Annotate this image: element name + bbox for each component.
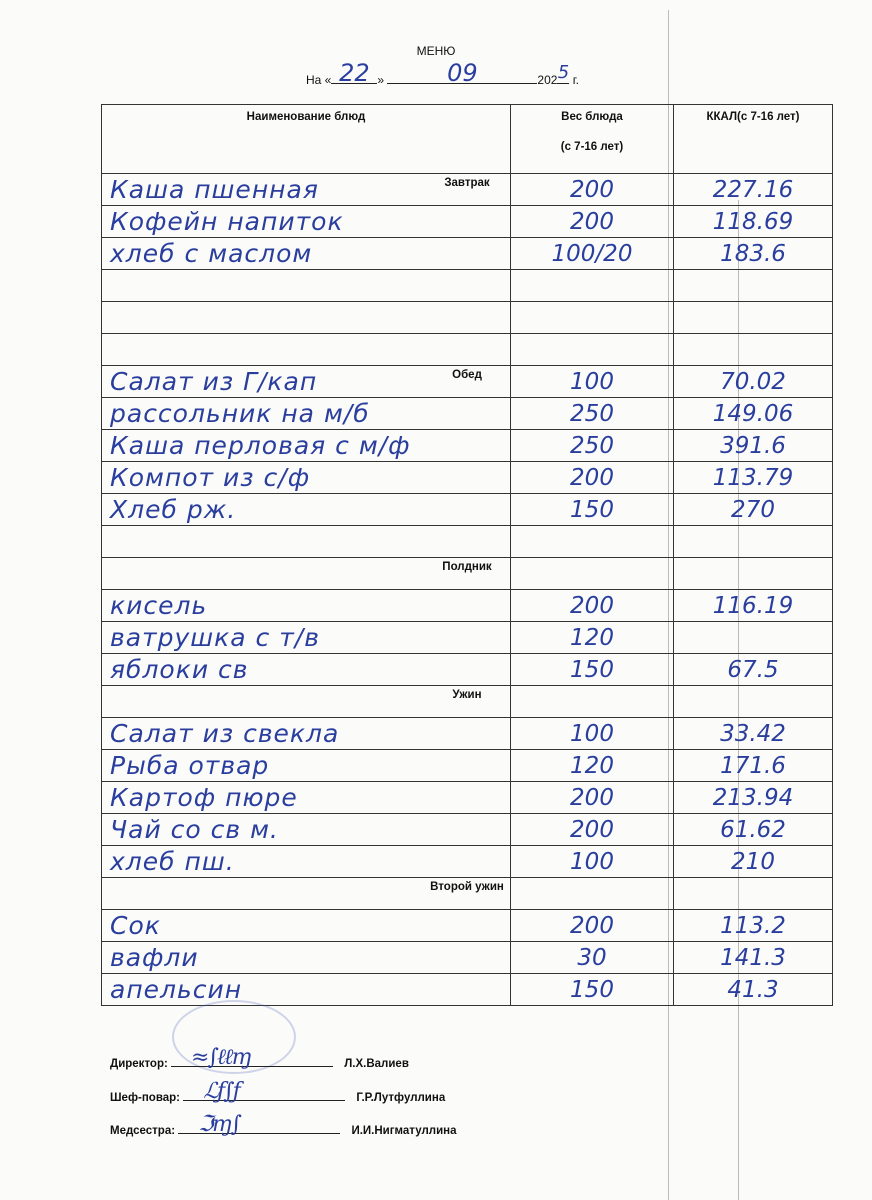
date-prefix: На «: [306, 73, 332, 87]
dish-kcal-cell: [674, 942, 833, 974]
dish-weight-cell: [452, 366, 674, 398]
dish-weight-cell: [511, 590, 674, 622]
table-row: [102, 206, 833, 238]
dish-name-cell: [102, 718, 511, 750]
dish-kcal-cell: [674, 302, 833, 334]
dish-weight: 100: [570, 369, 614, 395]
dish-name-cell: [102, 782, 511, 814]
dish-kcal: 33.42: [720, 721, 786, 747]
dish-kcal: 67.5: [727, 657, 779, 683]
dish-kcal: 113.79: [712, 465, 794, 491]
dish-name: Каша пшенная: [110, 175, 319, 204]
menu-table: [101, 104, 833, 1006]
dish-kcal-cell: [674, 462, 833, 494]
dish-name: Компот из с/ф: [110, 463, 311, 492]
dish-weight-cell: [511, 270, 674, 302]
table-row: [102, 558, 833, 590]
dish-kcal: 41.3: [727, 977, 779, 1003]
dish-name: Салат из Г/кап: [110, 367, 318, 396]
dish-kcal: 118.69: [712, 209, 794, 235]
dish-kcal-cell: [674, 974, 833, 1006]
dish-kcal-cell: [674, 750, 833, 782]
dish-name: Кофейн напиток: [110, 207, 344, 236]
dish-kcal-cell: [674, 398, 833, 430]
dish-kcal-cell: [674, 910, 833, 942]
dish-kcal-cell: [674, 174, 833, 206]
dish-name: вафли: [110, 943, 199, 972]
dish-weight: 30: [577, 945, 607, 971]
table-row: [102, 174, 833, 206]
dish-weight-cell: [511, 718, 674, 750]
dish-kcal-cell: [674, 334, 833, 366]
dish-name: кисель: [110, 591, 208, 620]
dish-name-cell: [102, 526, 511, 558]
date-month: 09: [447, 59, 478, 87]
dish-kcal-cell: [674, 878, 833, 910]
date-year-suffix: 5: [557, 62, 570, 83]
date-suffix: г.: [572, 73, 580, 87]
dish-kcal-cell: [674, 526, 833, 558]
dish-name: Каша перловая с м/ф: [110, 431, 411, 460]
dish-weight-cell: [511, 334, 674, 366]
dish-weight: 200: [570, 593, 614, 619]
dish-weight-cell: [511, 654, 674, 686]
dish-weight-cell: [511, 206, 674, 238]
table-row: [102, 942, 833, 974]
dish-kcal-cell: [674, 558, 833, 590]
dish-name-cell: [102, 974, 511, 1006]
dish-kcal-cell: [674, 686, 833, 718]
meal-label-dinner: Ужин: [452, 689, 482, 701]
dish-weight-cell: [511, 302, 674, 334]
dish-name-cell: [102, 238, 511, 270]
dish-name: Рыба отвар: [110, 751, 270, 780]
table-row: [102, 718, 833, 750]
date-line: [306, 59, 580, 87]
dish-name: рассольник на м/б: [110, 399, 370, 428]
dish-kcal: 61.62: [720, 817, 786, 843]
meal-label-lunch: Обед: [452, 369, 482, 381]
dish-weight-cell: [511, 846, 674, 878]
dish-name: Чай со св м.: [110, 815, 279, 844]
dish-weight: 150: [570, 657, 614, 683]
table-row: [102, 686, 833, 718]
signature-director: Директор: ≈∫ℓℓɱ Л.Х.Валиев: [110, 1045, 409, 1070]
dish-name: ватрушка с т/в: [110, 623, 320, 652]
dish-weight: 100/20: [551, 241, 633, 267]
table-row: [102, 782, 833, 814]
dish-kcal: 70.02: [720, 369, 786, 395]
dish-name: хлеб с маслом: [110, 239, 313, 268]
dish-weight: 150: [570, 497, 614, 523]
dish-name-cell: [102, 814, 511, 846]
dish-kcal: 183.6: [720, 241, 786, 267]
table-row: [102, 974, 833, 1006]
dish-name-cell: [102, 750, 511, 782]
dish-kcal: 116.19: [712, 593, 794, 619]
dish-kcal-cell: [674, 206, 833, 238]
dish-kcal-cell: [674, 846, 833, 878]
dish-kcal-cell: [674, 590, 833, 622]
table-row: [102, 398, 833, 430]
dish-weight: 200: [570, 785, 614, 811]
dish-name-cell: [102, 846, 511, 878]
date-day: 22: [339, 59, 370, 87]
dish-kcal: 141.3: [720, 945, 786, 971]
dish-name-cell: [102, 334, 511, 366]
signature-nurse: Медсестра: ℑɱ∫ И.И.Нигматуллина: [110, 1112, 457, 1137]
dish-weight: 200: [570, 465, 614, 491]
dish-weight: 120: [570, 753, 614, 779]
dish-name: Сок: [110, 911, 161, 940]
table-row: [102, 270, 833, 302]
dish-weight-cell: [511, 942, 674, 974]
dish-kcal-cell: [674, 622, 833, 654]
dish-name-cell: [102, 910, 511, 942]
dish-name: апельсин: [110, 975, 243, 1004]
dish-name-cell: [102, 270, 511, 302]
dish-kcal-cell: [674, 782, 833, 814]
dish-weight-cell: [511, 398, 674, 430]
dish-weight: 100: [570, 849, 614, 875]
dish-weight-cell: [511, 430, 674, 462]
dish-name-cell: [102, 590, 511, 622]
dish-kcal: 149.06: [712, 401, 794, 427]
dish-name-cell: [102, 398, 511, 430]
date-mid: »: [377, 73, 385, 87]
page-title: МЕНЮ: [416, 44, 456, 58]
dish-kcal: 391.6: [720, 433, 786, 459]
dish-kcal: 270: [731, 497, 775, 523]
dish-kcal-cell: [674, 430, 833, 462]
dish-weight-cell: [511, 814, 674, 846]
dish-weight: 200: [570, 913, 614, 939]
dish-weight: 100: [570, 721, 614, 747]
dish-kcal-cell: [674, 366, 833, 398]
dish-weight-cell: [442, 558, 674, 590]
dish-weight-cell: [430, 878, 674, 910]
dish-weight: 200: [570, 209, 614, 235]
dish-kcal-cell: [674, 814, 833, 846]
table-row: [102, 654, 833, 686]
dish-weight: 120: [570, 625, 614, 651]
dish-name: хлеб пш.: [110, 847, 235, 876]
dish-name: яблоки св: [110, 655, 249, 684]
dish-weight-cell: [511, 974, 674, 1006]
table-row: [102, 462, 833, 494]
chef-signature: ℒƒ∫ƒ: [203, 1079, 239, 1104]
dish-kcal-cell: [674, 718, 833, 750]
dish-name-cell: [102, 462, 511, 494]
column-header-name: Наименование блюд: [102, 105, 511, 174]
dish-name-cell: [102, 494, 511, 526]
dish-name-cell: [102, 942, 511, 974]
table-row: [102, 430, 833, 462]
table-row: [102, 302, 833, 334]
dish-weight-cell: [444, 174, 674, 206]
meal-label-second-dinner: Второй ужин: [430, 881, 504, 893]
dish-weight-cell: [511, 462, 674, 494]
meal-label-snack: Полдник: [442, 561, 492, 573]
nurse-name: И.И.Нигматуллина: [351, 1125, 457, 1137]
dish-name-cell: [102, 430, 511, 462]
table-row: [102, 590, 833, 622]
table-row: [102, 334, 833, 366]
dish-kcal: 171.6: [720, 753, 786, 779]
dish-weight-cell: [511, 782, 674, 814]
dish-weight-cell: [511, 526, 674, 558]
table-row: [102, 750, 833, 782]
signature-chef: Шеф-повар: ℒƒ∫ƒ Г.Р.Лутфуллина: [110, 1079, 446, 1104]
table-row: [102, 846, 833, 878]
dish-weight-cell: [511, 750, 674, 782]
dish-weight: 250: [570, 433, 614, 459]
meal-label-breakfast: Завтрак: [444, 177, 490, 189]
director-name: Л.Х.Валиев: [344, 1058, 409, 1070]
column-header-weight: Вес блюда (с 7-16 лет): [511, 105, 674, 174]
dish-weight-cell: [511, 494, 674, 526]
dish-kcal-cell: [674, 238, 833, 270]
dish-weight-cell: [452, 686, 674, 718]
nurse-signature: ℑɱ∫: [198, 1112, 240, 1137]
dish-kcal: 210: [731, 849, 775, 875]
chef-name: Г.Р.Лутфуллина: [356, 1092, 446, 1104]
column-header-kcal: ККАЛ(с 7-16 лет): [674, 105, 833, 174]
dish-name-cell: [102, 302, 511, 334]
dish-name: Хлеб рж.: [110, 495, 237, 524]
table-row: [102, 878, 833, 910]
dish-weight: 250: [570, 401, 614, 427]
dish-kcal-cell: [674, 494, 833, 526]
dish-name-cell: [102, 206, 511, 238]
table-row: [102, 494, 833, 526]
dish-kcal-cell: [674, 654, 833, 686]
table-row: [102, 366, 833, 398]
dish-name: Картоф пюре: [110, 783, 298, 812]
dish-name-cell: [102, 622, 511, 654]
dish-kcal: 113.2: [720, 913, 786, 939]
table-row: [102, 526, 833, 558]
dish-weight: 200: [570, 177, 614, 203]
dish-name: Салат из свекла: [110, 719, 340, 748]
table-row: [102, 910, 833, 942]
dish-weight-cell: [511, 622, 674, 654]
dish-weight: 150: [570, 977, 614, 1003]
table-row: [102, 238, 833, 270]
dish-kcal: 227.16: [712, 177, 794, 203]
date-year-prefix: 202: [537, 73, 558, 87]
dish-name-cell: [102, 654, 511, 686]
table-row: [102, 622, 833, 654]
dish-weight-cell: [511, 910, 674, 942]
dish-weight-cell: [511, 238, 674, 270]
dish-kcal-cell: [674, 270, 833, 302]
director-signature: ≈∫ℓℓɱ: [191, 1045, 251, 1070]
dish-weight: 200: [570, 817, 614, 843]
table-row: [102, 814, 833, 846]
dish-kcal: 213.94: [712, 785, 794, 811]
